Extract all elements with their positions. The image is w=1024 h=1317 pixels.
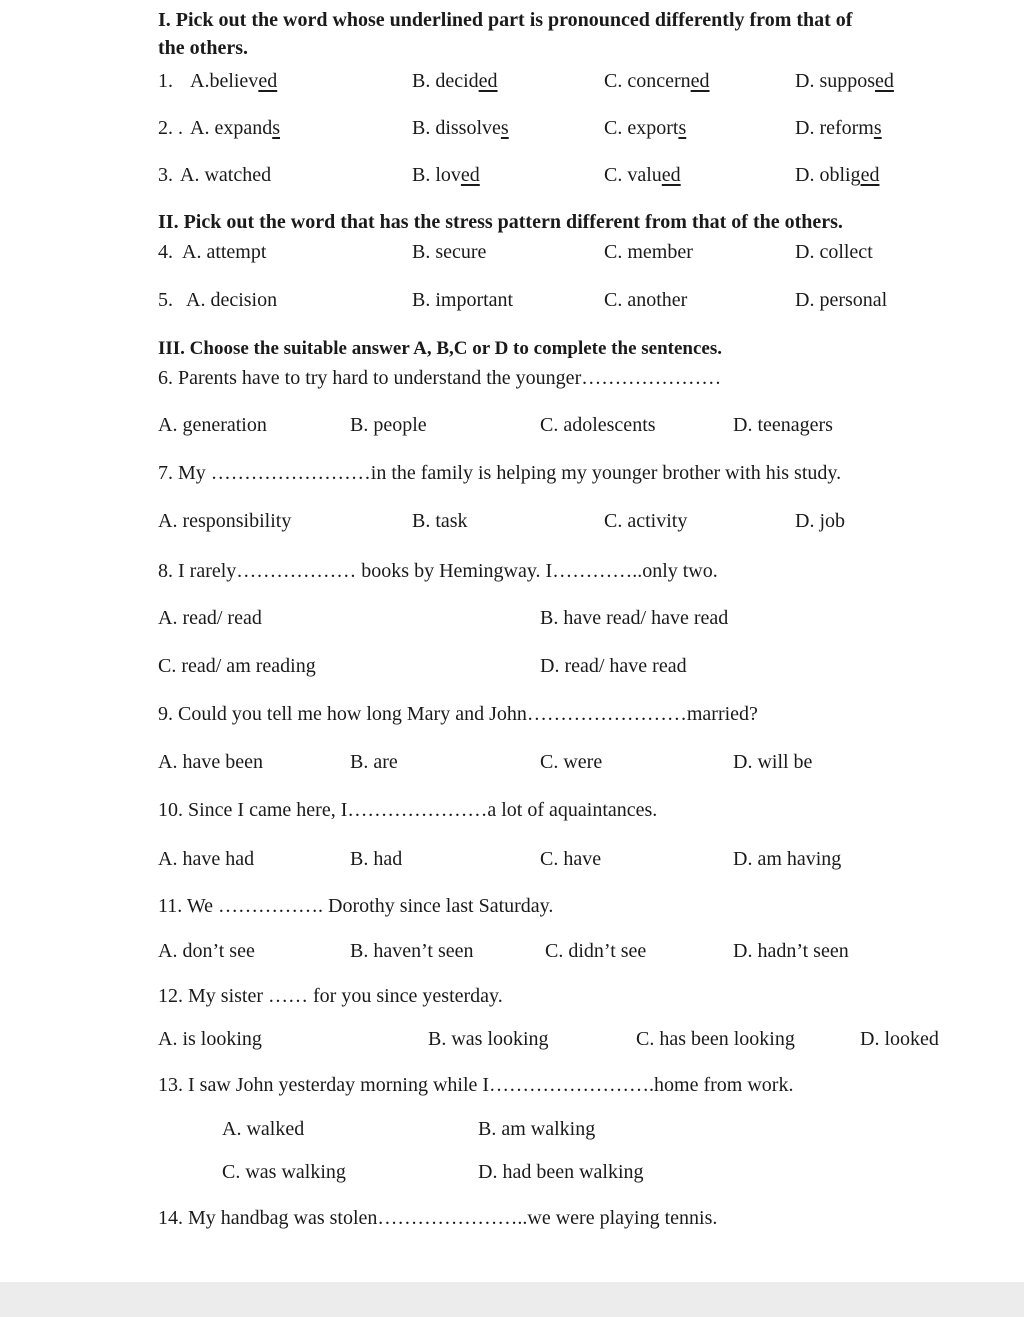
q8-option-a[interactable]: A. read/ read <box>158 607 262 629</box>
q6-option-b[interactable]: B. people <box>350 414 427 436</box>
q11-option-a[interactable]: A. don’t see <box>158 940 255 962</box>
q9-option-c[interactable]: C. were <box>540 751 603 773</box>
q11-option-c[interactable]: C. didn’t see <box>545 940 647 962</box>
q5-option-b[interactable]: B. important <box>412 289 514 311</box>
q10-option-a[interactable]: A. have had <box>158 848 255 870</box>
q2-a-underline: s <box>272 117 280 139</box>
section-2-title: II. Pick out the word that has the stress pattern different from that of the others. <box>158 211 843 233</box>
q2-number: 2. . <box>158 117 183 139</box>
q13-option-c[interactable]: C. was walking <box>222 1161 346 1183</box>
q5-option-c[interactable]: C. another <box>604 289 688 311</box>
q7-option-a[interactable]: A. responsibility <box>158 510 292 532</box>
q7-option-c[interactable]: C. activity <box>604 510 688 532</box>
q5-option-a[interactable]: A. decision <box>186 289 278 311</box>
q1-b-underline: ed <box>478 70 498 92</box>
q7-option-b[interactable]: B. task <box>412 510 468 532</box>
q3-c-underline: ed <box>661 164 681 186</box>
q12-option-b[interactable]: B. was looking <box>428 1028 549 1050</box>
q2-option-a[interactable] <box>190 116 280 140</box>
q2-option-b[interactable] <box>412 116 509 140</box>
q13-option-d[interactable]: D. had been walking <box>478 1161 644 1183</box>
q2-d-text: D. reform <box>795 117 874 139</box>
q12-text: 12. My sister …… for you since yesterday. <box>158 985 503 1007</box>
q7-option-d[interactable]: D. job <box>795 510 845 532</box>
q4-option-d[interactable]: D. collect <box>795 241 873 263</box>
q2-c-underline: s <box>678 117 687 139</box>
q11-option-b[interactable]: B. haven’t seen <box>350 940 474 962</box>
q1-d-text: D. suppos <box>795 70 876 92</box>
q3-number: 3. <box>158 164 173 186</box>
q5-option-d[interactable]: D. personal <box>795 289 888 311</box>
q1-d-underline: ed <box>875 70 894 92</box>
q3-d-text: D. oblig <box>795 164 861 186</box>
q3-option-c[interactable] <box>604 163 681 187</box>
q2-a-text: A. expand <box>190 117 273 139</box>
section-1-title-cont: the others. <box>158 37 248 59</box>
q8-option-d[interactable]: D. read/ have read <box>540 655 687 677</box>
q1-c-underline: ed <box>690 70 710 92</box>
q1-option-a[interactable] <box>190 69 277 93</box>
q6-option-d[interactable]: D. teenagers <box>733 414 833 436</box>
q13-text: 13. I saw John yesterday morning while I…………………….home from work. <box>158 1074 794 1096</box>
q2-option-c[interactable] <box>604 116 686 140</box>
section-3-title: III. Choose the suitable answer A, B,C or D to complete the sentences. <box>158 338 722 359</box>
q11-option-d[interactable]: D. hadn’t seen <box>733 940 849 962</box>
q1-a-underline: ed <box>258 70 278 92</box>
q6-text: 6. Parents have to try hard to understand the younger………………… <box>158 367 722 389</box>
q10-option-c[interactable]: C. have <box>540 848 602 870</box>
q5-number: 5. <box>158 289 173 311</box>
q2-c-text: C. export <box>604 117 679 139</box>
q1-number: 1. <box>158 70 173 92</box>
q6-option-a[interactable]: A. generation <box>158 414 267 436</box>
q1-b-text: B. decid <box>412 70 479 92</box>
q4-option-c[interactable]: C. member <box>604 241 693 263</box>
q1-option-b[interactable] <box>412 69 498 93</box>
q12-option-c[interactable]: C. has been looking <box>636 1028 795 1050</box>
q4-option-b[interactable]: B. secure <box>412 241 487 263</box>
q1-a-text: A.believ <box>190 70 259 92</box>
q1-option-c[interactable] <box>604 69 710 93</box>
q6-option-c[interactable]: C. adolescents <box>540 414 656 436</box>
q12-option-d[interactable]: D. looked <box>860 1028 939 1050</box>
q4-option-a[interactable]: A. attempt <box>182 241 267 263</box>
q10-option-b[interactable]: B. had <box>350 848 403 870</box>
q4-number: 4. <box>158 241 173 263</box>
page-bottom-margin <box>0 1282 1024 1317</box>
q13-option-b[interactable]: B. am walking <box>478 1118 596 1140</box>
q9-text: 9. Could you tell me how long Mary and John……………………married? <box>158 703 758 725</box>
q8-option-b[interactable]: B. have read/ have read <box>540 607 729 629</box>
q3-option-d[interactable] <box>795 163 879 187</box>
q11-text: 11. We ……………. Dorothy since last Saturday. <box>158 895 554 917</box>
q9-option-b[interactable]: B. are <box>350 751 398 773</box>
q1-c-text: C. concern <box>604 70 691 92</box>
q10-option-d[interactable]: D. am having <box>733 848 842 870</box>
q10-text: 10. Since I came here, I…………………a lot of aquaintances. <box>158 799 658 821</box>
q14-text: 14. My handbag was stolen…………………..we were playing tennis. <box>158 1207 718 1229</box>
q2-d-underline: s <box>873 117 882 139</box>
q3-option-b[interactable] <box>412 163 480 187</box>
q2-option-d[interactable] <box>795 116 882 140</box>
q8-text: 8. I rarely……………… books by Hemingway. I…………..only two. <box>158 560 718 582</box>
q8-option-c[interactable]: C. read/ am reading <box>158 655 316 677</box>
q3-option-a[interactable]: A. watched <box>180 164 272 186</box>
q3-c-text: C. valu <box>604 164 662 186</box>
q7-text: 7. My ……………………in the family is helping my younger brother with his study. <box>158 462 842 484</box>
q2-b-text: B. dissolve <box>412 117 501 139</box>
q9-option-a[interactable]: A. have been <box>158 751 263 773</box>
q2-b-underline: s <box>500 117 509 139</box>
q9-option-d[interactable]: D. will be <box>733 751 813 773</box>
q12-option-a[interactable]: A. is looking <box>158 1028 262 1050</box>
q1-option-d[interactable] <box>795 69 894 93</box>
q3-d-underline: ed <box>860 164 880 186</box>
q3-b-text: B. lov <box>412 164 461 186</box>
q13-option-a[interactable]: A. walked <box>222 1118 305 1140</box>
q3-b-underline: ed <box>460 164 480 186</box>
section-1-title: I. Pick out the word whose underlined part is pronounced differently from that of <box>158 9 853 31</box>
